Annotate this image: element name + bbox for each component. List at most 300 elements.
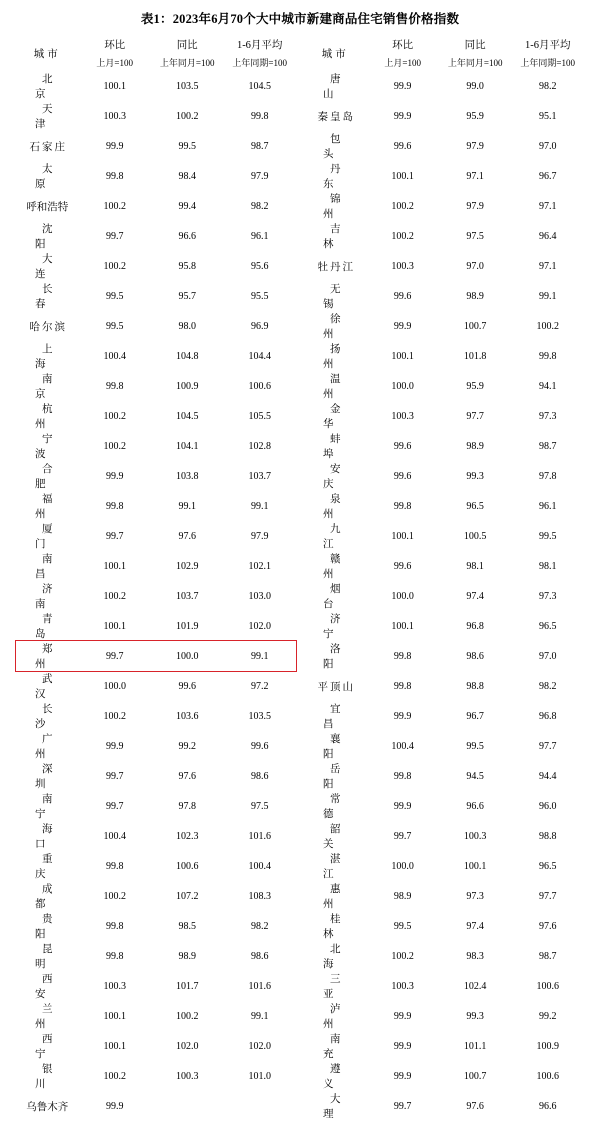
yoy-value: 96.6 <box>466 800 484 812</box>
table-row <box>16 611 584 641</box>
city-label: 唐 山 <box>322 74 379 100</box>
yoy-value: 98.5 <box>178 920 196 932</box>
mom-value: 99.8 <box>105 950 124 962</box>
city-label: 沈 阳 <box>34 224 91 250</box>
mom-value: 100.0 <box>103 680 126 692</box>
city-label: 九 江 <box>322 524 379 550</box>
city-label: 福 州 <box>34 494 91 520</box>
city-name-cell <box>16 71 91 101</box>
yoy-value: 99.0 <box>466 80 484 92</box>
column-gap <box>296 191 304 221</box>
yoy-value: 100.5 <box>463 530 487 542</box>
table-title: 表1：2023年6月70个大中城市新建商品住宅销售价格指数 <box>140 12 460 26</box>
yoy-value: 96.7 <box>466 710 484 722</box>
city-label: 惠 州 <box>322 884 379 910</box>
yoy-value: 98.4 <box>178 170 196 182</box>
table-row <box>16 491 584 521</box>
column-gap <box>296 971 304 1001</box>
header-base-mom-left: 上月=100 <box>96 58 133 68</box>
mom-value: 99.8 <box>393 770 412 782</box>
column-gap <box>296 341 304 371</box>
city-label: 长 沙 <box>34 704 91 730</box>
mom-value: 99.9 <box>393 1040 412 1052</box>
avg-value: 97.0 <box>538 140 557 152</box>
yoy-value: 97.4 <box>466 920 484 932</box>
avg-value: 103.7 <box>248 470 271 482</box>
column-gap <box>296 611 304 641</box>
mom-value: 100.1 <box>391 350 414 362</box>
mom-value: 99.6 <box>393 140 412 152</box>
city-name-cell <box>16 431 91 461</box>
yoy-value: 104.1 <box>175 440 199 452</box>
table-row <box>16 1031 584 1061</box>
avg-value: 100.2 <box>536 320 559 332</box>
yoy-value: 102.4 <box>463 980 487 992</box>
yoy-value: 104.8 <box>175 350 199 362</box>
mom-value: 99.7 <box>105 650 124 662</box>
avg-value: 100.6 <box>536 1070 559 1082</box>
mom-value: 99.8 <box>105 170 124 182</box>
avg-value: 97.2 <box>250 680 269 692</box>
column-gap <box>296 641 304 671</box>
column-gap <box>296 251 304 281</box>
yoy-value: 103.5 <box>175 80 199 92</box>
mom-value: 100.4 <box>103 350 126 362</box>
mom-value: 99.9 <box>105 740 124 752</box>
city-label: 海 口 <box>34 824 91 850</box>
city-label: 烟 台 <box>322 584 379 610</box>
avg-value: 101.6 <box>248 830 271 842</box>
mom-value: 99.9 <box>105 1100 124 1112</box>
yoy-value: 97.6 <box>178 770 196 782</box>
city-name-cell <box>16 1091 78 1121</box>
city-name-cell <box>16 131 78 161</box>
column-gap <box>296 881 304 911</box>
mom-value: 99.8 <box>105 920 124 932</box>
yoy-value: 100.7 <box>463 320 487 332</box>
city-name-cell <box>304 1061 379 1091</box>
mom-value: 100.2 <box>391 230 414 242</box>
header-yoy-left: 同比 <box>176 40 198 51</box>
column-gap <box>296 791 304 821</box>
header-base-avg-right: 上年同期=100 <box>520 58 575 68</box>
city-name-cell <box>16 251 91 281</box>
table-row <box>16 1001 584 1031</box>
city-label: 西 安 <box>34 974 91 1000</box>
city-label: 无 锡 <box>322 284 379 310</box>
city-name-cell <box>16 101 91 131</box>
avg-value: 96.5 <box>538 620 557 632</box>
yoy-value: 104.5 <box>175 410 199 422</box>
city-name-cell <box>304 131 379 161</box>
city-label: 岳 阳 <box>322 764 379 790</box>
avg-value: 98.7 <box>538 950 557 962</box>
column-gap <box>296 821 304 851</box>
city-label: 秦皇岛 <box>317 111 355 123</box>
avg-value: 94.1 <box>538 380 557 392</box>
yoy-value: 94.5 <box>466 770 484 782</box>
avg-value: 98.2 <box>250 920 269 932</box>
city-name-cell <box>304 791 379 821</box>
yoy-value: 101.8 <box>463 350 487 362</box>
city-label: 呼和浩特 <box>26 201 69 213</box>
city-label: 泸 州 <box>322 1004 379 1030</box>
table-row <box>16 311 584 341</box>
city-label: 郑 州 <box>34 644 91 670</box>
mom-value: 99.7 <box>105 770 124 782</box>
yoy-value <box>151 1091 224 1121</box>
city-label: 北 海 <box>322 944 379 970</box>
city-label: 湛 江 <box>322 854 379 880</box>
city-label: 银 川 <box>34 1064 91 1090</box>
avg-value: 97.1 <box>538 200 557 212</box>
city-name-cell <box>16 341 91 371</box>
city-name-cell <box>16 1001 91 1031</box>
avg-value: 95.6 <box>250 260 269 272</box>
yoy-value: 95.9 <box>466 110 484 122</box>
table-row <box>16 431 584 461</box>
column-gap <box>296 431 304 461</box>
yoy-value: 95.7 <box>178 290 196 302</box>
mom-value: 100.2 <box>103 710 126 722</box>
city-name-cell <box>16 161 91 191</box>
yoy-value: 97.5 <box>466 230 484 242</box>
city-label: 大 连 <box>34 254 91 280</box>
city-label: 厦 门 <box>34 524 91 550</box>
city-name-cell <box>304 941 379 971</box>
city-name-cell <box>304 311 379 341</box>
table-row <box>16 731 584 761</box>
avg-value: 102.8 <box>248 440 271 452</box>
yoy-value: 99.5 <box>178 140 196 152</box>
city-name-cell <box>304 251 366 281</box>
city-name-cell <box>304 281 379 311</box>
mom-value: 100.2 <box>103 1070 126 1082</box>
city-name-cell <box>16 461 91 491</box>
avg-value: 100.6 <box>536 980 559 992</box>
column-gap <box>296 54 304 71</box>
yoy-value: 103.6 <box>175 710 199 722</box>
mom-value: 99.5 <box>105 290 124 302</box>
city-label: 包 头 <box>322 134 379 160</box>
yoy-value: 96.8 <box>466 620 484 632</box>
city-name-cell <box>16 791 91 821</box>
mom-value: 100.1 <box>103 560 126 572</box>
yoy-value: 99.3 <box>466 470 484 482</box>
city-name-cell <box>304 191 379 221</box>
avg-value: 98.2 <box>250 200 269 212</box>
avg-value: 102.0 <box>248 620 271 632</box>
table-row <box>16 191 584 221</box>
column-gap <box>296 1061 304 1091</box>
city-name-cell <box>16 371 91 401</box>
city-name-cell <box>304 641 379 671</box>
yoy-value: 97.6 <box>466 1100 484 1112</box>
mom-value: 99.6 <box>393 560 412 572</box>
yoy-value: 101.7 <box>175 980 199 992</box>
city-label: 常 德 <box>322 794 379 820</box>
mom-value: 100.3 <box>391 980 414 992</box>
header-city-right: 城市 <box>321 48 349 60</box>
table-body <box>16 71 584 1121</box>
yoy-value: 96.6 <box>178 230 196 242</box>
column-gap <box>296 281 304 311</box>
mom-value: 100.2 <box>103 890 126 902</box>
table-row <box>16 881 584 911</box>
yoy-value: 100.9 <box>175 380 199 392</box>
header-mom-right: 环比 <box>392 40 414 51</box>
city-label: 上 海 <box>34 344 91 370</box>
yoy-value: 95.9 <box>466 380 484 392</box>
city-label: 乌鲁木齐 <box>26 1101 69 1113</box>
city-label: 遵 义 <box>322 1064 379 1090</box>
mom-value: 99.7 <box>105 230 124 242</box>
yoy-value: 99.6 <box>178 680 196 692</box>
city-label: 牡丹江 <box>317 261 355 273</box>
avg-value: 96.0 <box>538 800 557 812</box>
yoy-value: 100.0 <box>175 650 199 662</box>
city-label: 南 京 <box>34 374 91 400</box>
city-label: 合 肥 <box>34 464 91 490</box>
column-gap <box>296 671 304 701</box>
mom-value: 99.8 <box>393 680 412 692</box>
mom-value: 99.6 <box>393 470 412 482</box>
city-name-cell <box>16 491 91 521</box>
table-row <box>16 71 584 101</box>
header-avg-left: 1-6月平均 <box>236 40 283 51</box>
city-name-cell <box>304 1001 379 1031</box>
yoy-value: 96.5 <box>466 500 484 512</box>
city-label: 徐 州 <box>322 314 379 340</box>
price-index-table-wrapper <box>16 35 584 1121</box>
city-name-cell <box>304 581 379 611</box>
city-name-cell <box>16 521 91 551</box>
city-label: 太 原 <box>34 164 91 190</box>
yoy-value: 103.8 <box>175 470 199 482</box>
yoy-value: 99.4 <box>178 200 196 212</box>
avg-value: 97.5 <box>250 800 269 812</box>
table-row <box>16 851 584 881</box>
header-base-yoy-left: 上年同月=100 <box>159 58 215 68</box>
city-name-cell <box>304 71 379 101</box>
city-label: 天 津 <box>34 104 91 130</box>
city-label: 西 宁 <box>34 1034 91 1060</box>
city-label: 青 岛 <box>34 614 91 640</box>
avg-value: 98.6 <box>250 770 269 782</box>
price-index-table <box>16 35 584 1121</box>
mom-value: 99.9 <box>393 110 412 122</box>
city-label: 吉 林 <box>322 224 379 250</box>
column-gap <box>296 311 304 341</box>
city-label: 南 昌 <box>34 554 91 580</box>
city-label: 南 宁 <box>34 794 91 820</box>
city-name-cell <box>304 341 379 371</box>
avg-value: 100.9 <box>536 1040 559 1052</box>
column-gap <box>296 911 304 941</box>
mom-value: 100.0 <box>391 590 414 602</box>
yoy-value: 95.8 <box>178 260 196 272</box>
city-name-cell <box>304 851 379 881</box>
city-label: 武 汉 <box>34 674 91 700</box>
city-label: 石家庄 <box>29 141 67 153</box>
mom-value: 99.9 <box>393 1010 412 1022</box>
table-row <box>16 761 584 791</box>
avg-value: 96.6 <box>538 1100 557 1112</box>
avg-value: 96.4 <box>538 230 557 242</box>
yoy-value: 100.7 <box>463 1070 487 1082</box>
mom-value: 99.6 <box>393 290 412 302</box>
city-name-cell <box>16 311 78 341</box>
city-label: 大 理 <box>322 1094 379 1120</box>
city-name-cell <box>16 911 91 941</box>
mom-value: 100.2 <box>103 410 126 422</box>
table-row <box>16 461 584 491</box>
city-label: 金 华 <box>322 404 379 430</box>
city-label: 桂 林 <box>322 914 379 940</box>
avg-value: 102.1 <box>248 560 271 572</box>
table-row <box>16 131 584 161</box>
city-label: 成 都 <box>34 884 91 910</box>
avg-value: 97.8 <box>538 470 557 482</box>
column-gap <box>296 35 304 54</box>
mom-value: 100.1 <box>391 620 414 632</box>
yoy-value: 100.3 <box>463 830 487 842</box>
avg-value <box>223 1091 296 1121</box>
avg-value: 102.0 <box>248 1040 271 1052</box>
table-row <box>16 821 584 851</box>
mom-value: 100.3 <box>391 410 414 422</box>
city-label: 南 充 <box>322 1034 379 1060</box>
yoy-value: 100.6 <box>175 860 199 872</box>
city-name-cell <box>16 971 91 1001</box>
avg-value: 97.0 <box>538 650 557 662</box>
mom-value: 99.9 <box>393 800 412 812</box>
table-row <box>16 401 584 431</box>
city-name-cell <box>304 611 379 641</box>
city-label: 兰 州 <box>34 1004 91 1030</box>
table-row <box>16 641 584 671</box>
column-gap <box>296 131 304 161</box>
mom-value: 100.1 <box>103 1040 126 1052</box>
city-label: 锦 州 <box>322 194 379 220</box>
yoy-value: 102.9 <box>175 560 199 572</box>
mom-value: 100.2 <box>391 200 414 212</box>
mom-value: 99.8 <box>105 500 124 512</box>
mom-value: 99.7 <box>105 530 124 542</box>
city-name-cell <box>304 731 379 761</box>
column-gap <box>296 71 304 101</box>
city-label: 温 州 <box>322 374 379 400</box>
table-row <box>16 251 584 281</box>
table-row <box>16 701 584 731</box>
mom-value: 99.9 <box>393 80 412 92</box>
city-label: 长 春 <box>34 284 91 310</box>
avg-value: 98.6 <box>250 950 269 962</box>
yoy-value: 97.9 <box>466 200 484 212</box>
mom-value: 99.8 <box>393 500 412 512</box>
avg-value: 108.3 <box>248 890 271 902</box>
table-row <box>16 371 584 401</box>
city-name-cell <box>304 971 379 1001</box>
yoy-value: 99.1 <box>178 500 196 512</box>
city-label: 深 圳 <box>34 764 91 790</box>
city-label: 宁 波 <box>34 434 91 460</box>
table-row <box>16 971 584 1001</box>
city-name-cell <box>304 161 379 191</box>
avg-value: 94.4 <box>538 770 557 782</box>
yoy-value: 97.6 <box>178 530 196 542</box>
avg-value: 103.5 <box>248 710 271 722</box>
yoy-value: 98.9 <box>466 290 484 302</box>
city-label: 三 亚 <box>322 974 379 1000</box>
header-mom-left: 环比 <box>104 40 126 51</box>
yoy-value: 97.4 <box>466 590 484 602</box>
city-name-cell <box>16 851 91 881</box>
avg-value: 97.7 <box>538 740 557 752</box>
yoy-value: 97.0 <box>466 260 484 272</box>
mom-value: 100.2 <box>391 950 414 962</box>
table-header-row-base <box>16 54 584 71</box>
city-name-cell <box>304 1031 379 1061</box>
table-row <box>16 671 584 701</box>
avg-value: 99.1 <box>538 290 557 302</box>
column-gap <box>296 851 304 881</box>
city-label: 丹 东 <box>322 164 379 190</box>
avg-value: 104.4 <box>248 350 271 362</box>
city-label: 北 京 <box>34 74 91 100</box>
mom-value: 99.9 <box>393 320 412 332</box>
avg-value: 95.1 <box>538 110 557 122</box>
city-name-cell <box>304 521 379 551</box>
mom-value: 100.1 <box>391 170 414 182</box>
city-label: 济 宁 <box>322 614 379 640</box>
mom-value: 100.0 <box>391 380 414 392</box>
city-name-cell <box>16 821 91 851</box>
mom-value: 99.8 <box>105 860 124 872</box>
city-name-cell <box>16 701 91 731</box>
avg-value: 99.1 <box>250 650 269 662</box>
avg-value: 99.6 <box>250 740 269 752</box>
avg-value: 96.5 <box>538 860 557 872</box>
column-gap <box>296 761 304 791</box>
city-name-cell <box>304 821 379 851</box>
table-row <box>16 221 584 251</box>
mom-value: 100.3 <box>391 260 414 272</box>
city-label: 宜 昌 <box>322 704 379 730</box>
city-name-cell <box>16 941 91 971</box>
city-label: 泉 州 <box>322 494 379 520</box>
city-name-cell <box>16 221 91 251</box>
city-name-cell <box>304 101 366 131</box>
city-name-cell <box>304 1091 379 1121</box>
city-name-cell <box>16 761 91 791</box>
column-gap <box>296 701 304 731</box>
avg-value: 100.6 <box>248 380 271 392</box>
yoy-value: 98.3 <box>466 950 484 962</box>
yoy-value: 103.7 <box>175 590 199 602</box>
city-label: 广 州 <box>34 734 91 760</box>
column-gap <box>296 1091 304 1121</box>
column-gap <box>296 731 304 761</box>
yoy-value: 98.9 <box>178 950 196 962</box>
city-label: 扬 州 <box>322 344 379 370</box>
avg-value: 98.7 <box>250 140 269 152</box>
table-row <box>16 101 584 131</box>
avg-value: 97.9 <box>250 170 269 182</box>
header-city-left: 城市 <box>33 48 61 60</box>
column-gap <box>296 161 304 191</box>
avg-value: 99.1 <box>250 500 269 512</box>
